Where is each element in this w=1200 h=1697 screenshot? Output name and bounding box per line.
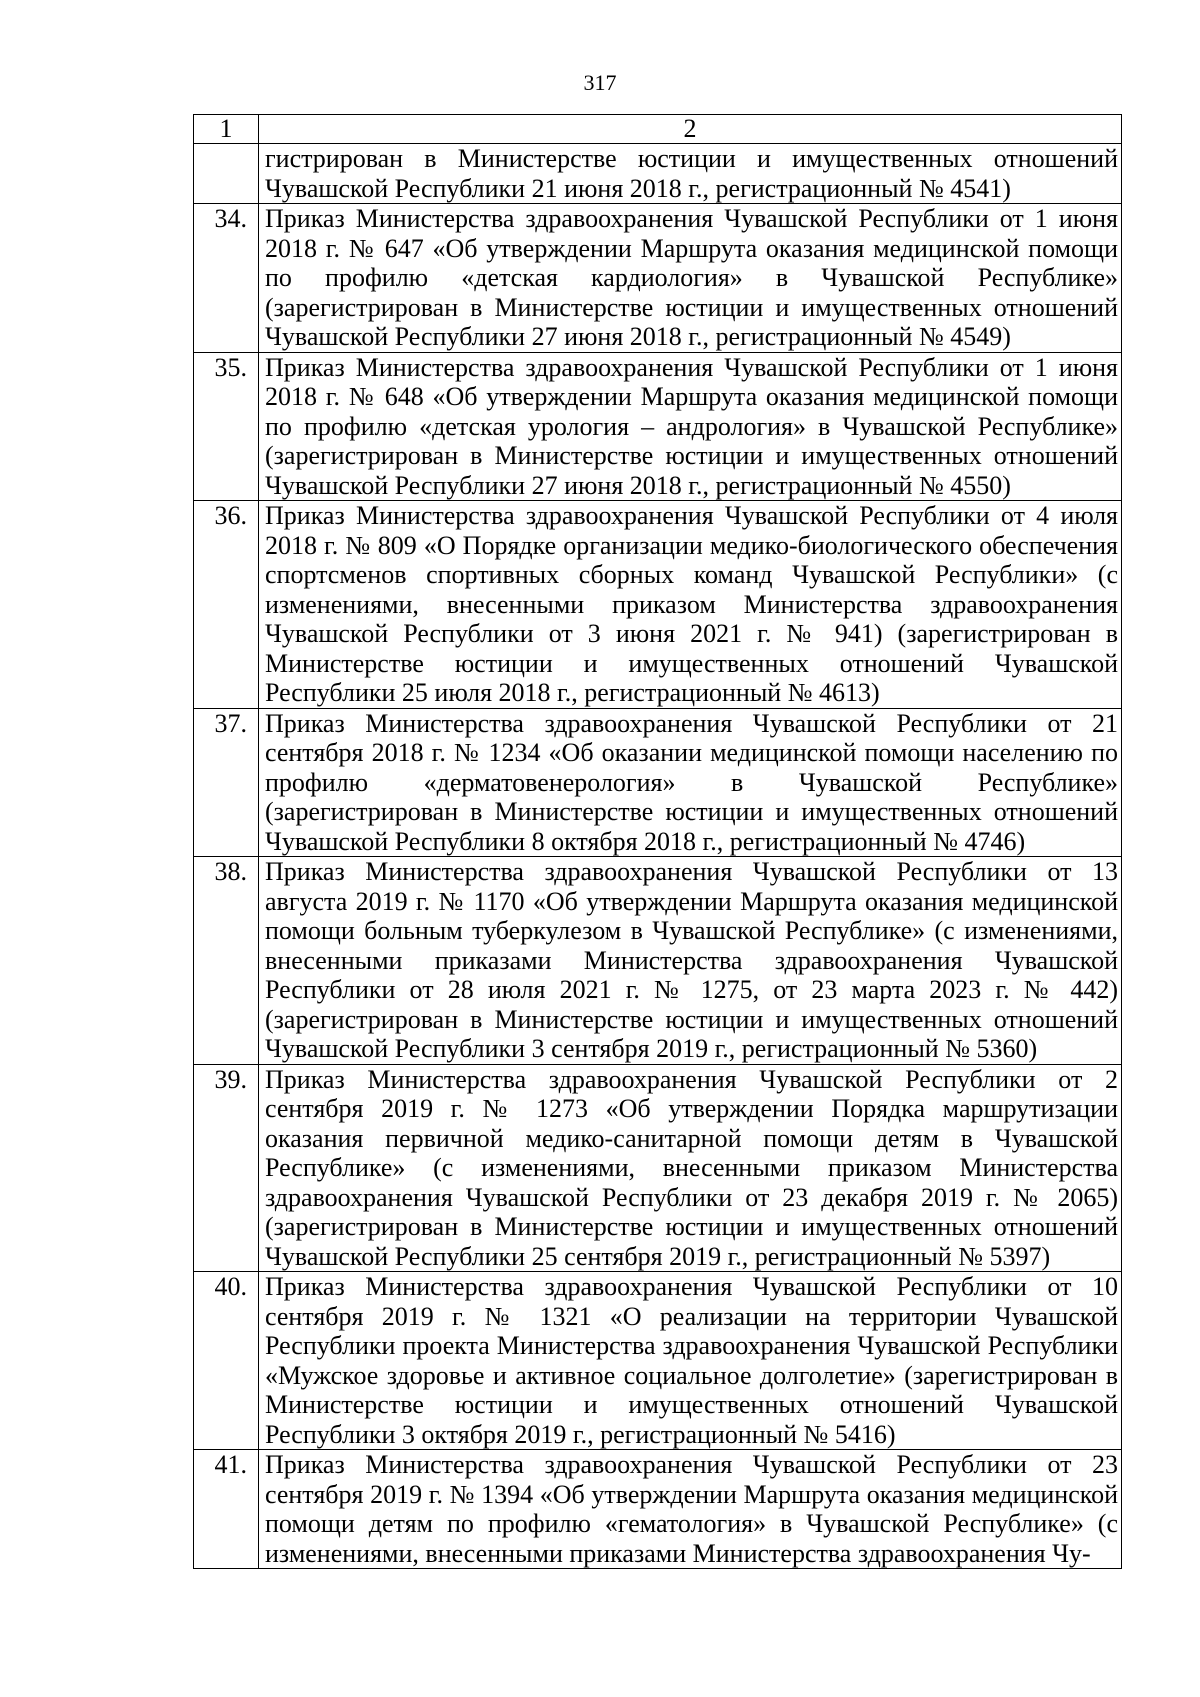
row-number: 38. [194,857,259,1065]
row-text: гистрирован в Министерстве юстиции и имущественных отношений Чувашской Республики 21 июня 2018 г., регистрационный № 4541) [259,144,1122,204]
table-row [194,1064,1122,1272]
table-row [194,204,1122,353]
row-text: Приказ Министерства здравоохранения Чувашской Республики от 13 августа 2019 г. № 1170 «Об утверждении Маршрута оказания медицинской помощи больным туберкулезом в Чувашской Республике» (с изменениями, внесенными приказами Министерства здравоохранения Чувашской Республики от 28 июля 2021 г. № 1275, от 23 марта 2023 г. № 442) (зарегистрирован в Министерстве юстиции и имущественных отношений Чувашской Республики 3 сентября 2019 г., регистрационный № 5360) [259,857,1122,1065]
page-number: 317 [583,70,617,95]
row-number [194,144,259,204]
column-header-number: 1 [194,115,259,144]
table-header-row [194,115,1122,144]
row-number: 34. [194,204,259,353]
row-text: Приказ Министерства здравоохранения Чувашской Республики от 10 сентября 2019 г. № 1321 «О реализации на территории Чувашской Республики проекта Министерства здравоохранения Чувашской Республики «Мужское здоровье и активное социальное долголетие» (зарегистрирован в Министерстве юстиции и имущественных отношений Чувашской Республики 3 октября 2019 г., регистрационный № 5416) [259,1272,1122,1450]
table-row [194,1272,1122,1450]
row-number: 40. [194,1272,259,1450]
row-text: Приказ Министерства здравоохранения Чувашской Республики от 2 сентября 2019 г. № 1273 «Об утверждении Порядка маршрутизации оказания первичной медико-санитарной помощи детям в Чувашской Республике» (с изменениями, внесенными приказом Министерства здравоохранения Чувашской Республики от 23 декабря 2019 г. № 2065) (зарегистрирован в Министерстве юстиции и имущественных отношений Чувашской Республики 25 сентября 2019 г., регистрационный № 5397) [259,1064,1122,1272]
column-header-text: 2 [259,115,1122,144]
row-text: Приказ Министерства здравоохранения Чувашской Республики от 23 сентября 2019 г. № 1394 «Об утверждении Маршрута оказания медицинской помощи детям по профилю «гематология» в Чувашской Республике» (с изменениями, внесенными приказами Министерства здравоохранения Чу- [259,1450,1122,1569]
row-number: 39. [194,1064,259,1272]
document-table [193,114,1122,1569]
row-text: Приказ Министерства здравоохранения Чувашской Республики от 1 июня 2018 г. № 648 «Об утверждении Маршрута оказания медицинской помощи по профилю «детская урология – андрология» в Чувашской Республике» (зарегистрирован в Министерстве юстиции и имущественных отношений Чувашской Республики 27 июня 2018 г., регистрационный № 4550) [259,352,1122,501]
row-text: Приказ Министерства здравоохранения Чувашской Республики от 21 сентября 2018 г. № 1234 «Об оказании медицинской помощи населению по профилю «дерматовенерология» в Чувашской Республике» (зарегистрирован в Министерстве юстиции и имущественных отношений Чувашской Республики 8 октября 2018 г., регистрационный № 4746) [259,708,1122,857]
table-row [194,1450,1122,1569]
row-number: 35. [194,352,259,501]
row-text: Приказ Министерства здравоохранения Чувашской Республики от 4 июля 2018 г. № 809 «О Порядке организации медико-биологического обеспечения спортсменов спортивных сборных команд Чувашской Республики» (с изменениями, внесенными приказом Министерства здравоохранения Чувашской Республики от 3 июня 2021 г. № 941) (зарегистрирован в Министерстве юстиции и имущественных отношений Чувашской Республики 25 июля 2018 г., регистрационный № 4613) [259,501,1122,709]
table-row [194,352,1122,501]
table-row [194,144,1122,204]
table-row [194,501,1122,709]
row-number: 41. [194,1450,259,1569]
row-number: 36. [194,501,259,709]
table-row [194,708,1122,857]
table-row [194,857,1122,1065]
row-number: 37. [194,708,259,857]
row-text: Приказ Министерства здравоохранения Чувашской Республики от 1 июня 2018 г. № 647 «Об утверждении Маршрута оказания медицинской помощи по профилю «детская кардиология» в Чувашской Республике» (зарегистрирован в Министерстве юстиции и имущественных отношений Чувашской Республики 27 июня 2018 г., регистрационный № 4549) [259,204,1122,353]
